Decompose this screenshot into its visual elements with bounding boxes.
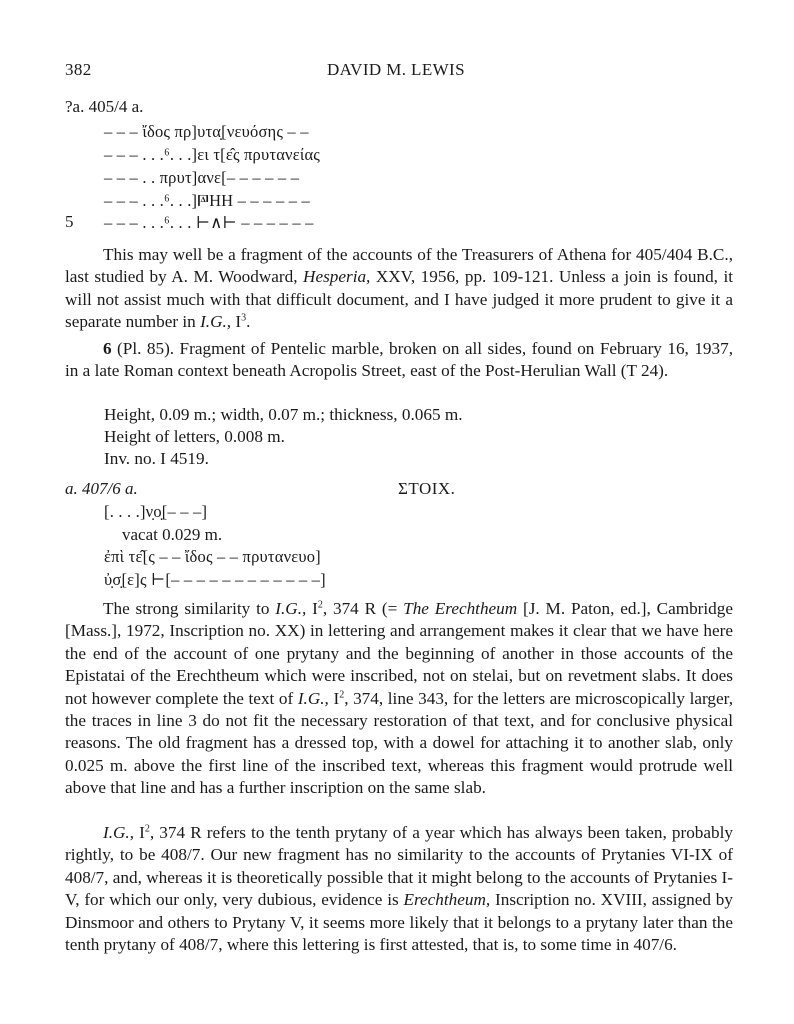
text-run: The strong similarity to bbox=[103, 599, 276, 618]
epigraphic-line-2: – – – . . .⁶. . .]ει τ[ε̂ς πρυτανείας bbox=[104, 145, 321, 164]
page-number: 382 bbox=[65, 60, 92, 79]
section-a-label: ?a. 405/4 a. bbox=[65, 97, 144, 116]
section-b-label bbox=[65, 478, 138, 500]
text-run: I bbox=[328, 688, 340, 708]
running-title: DAVID M. LEWIS bbox=[327, 60, 465, 79]
text-run: Erechtheum, bbox=[403, 890, 491, 910]
text-run: I.G., bbox=[200, 312, 232, 332]
text-run: I.G., bbox=[103, 823, 135, 842]
epigraphic-line-5: – – – . . .⁶. . . ⊢∧⊢ – – – – – – bbox=[104, 213, 314, 232]
superscript: 3 bbox=[241, 312, 247, 324]
text-run: . bbox=[246, 312, 251, 332]
paragraph-similarity bbox=[65, 598, 733, 800]
item-number: 6 bbox=[103, 339, 112, 358]
text-run: , 374 R refers to the tenth prytany of a year which has always been taken, probably rightly, to be 408/7. Our new fragment has no similarity to the accounts of Prytanies VI-IX of 408/7, and, whereas it is theoretically possible that it might belong to the accounts of Prytanies I-V, for which our only, very dubious, evidence is bbox=[65, 823, 733, 910]
text-run: Inscription no. XVIII, assigned by Dinsmoor and others to Prytany V, it seems more likely that it belongs to a prytany later than the tenth prytany of 408/7, where this lettering is first attested, that is, to some time in 407/6. bbox=[65, 890, 733, 955]
text-run: [J. M. Paton, ed.], Cambridge [Mass.], 1972, Inscription no. XX) in lettering and arrangement makes it clear that we have here the end of the account of one prytany and the beginning of another in those accounts of the Epistatai of the Erechtheum which were inscribed, not on stelai, but on revetment slabs. It does not however complete the text of bbox=[65, 599, 733, 708]
text-run: B.C. bbox=[697, 245, 729, 264]
text-run: XXV, 1956, pp. 109-121. Unless a join is found, it will not assist much with that difficult document, and I have judged it more prudent to give it a separate number in bbox=[65, 267, 734, 332]
superscript: 2 bbox=[317, 599, 323, 611]
text-run: , last studied by A. M. Woodward, bbox=[65, 245, 733, 287]
text-run: This may well be a fragment of the accounts of the Treasurers of Athena for 405/404 bbox=[103, 245, 698, 264]
line-number-5: 5 bbox=[65, 212, 74, 231]
epigraphic-line-4: ὐ̣σ̣[ε]ς ⊢[– – – – – – – – – – – –] bbox=[104, 570, 326, 589]
epigraphic-line-1: – – – ἴδος πρ]υτα̣[νευόσης – – bbox=[104, 122, 309, 141]
text-run: The Erechtheum bbox=[403, 599, 518, 618]
paragraph-treasurers bbox=[65, 244, 733, 334]
text-run: , 374 R (= bbox=[322, 599, 404, 618]
letter-height: Height of letters, 0.008 m. bbox=[104, 427, 285, 446]
epigraphic-line-4: – – – . . .⁶. . .]𐅄HH – – – – – – bbox=[104, 191, 310, 210]
epigraphic-line-3: ἐπὶ τε̂[ς – – ἴδος – – πρυτανευο] bbox=[104, 547, 321, 566]
epigraphic-line-1: [. . . .]ν̣ο̣[– – –] bbox=[104, 502, 208, 521]
vacat-line: vacat 0.029 m. bbox=[122, 525, 223, 544]
text-run: , 374, line 343, for the letters are microscopically larger, the traces in line 3 do not fit the necessary restoration of that text, and for conclusive physical reasons. The old fragment has a dressed top, with a dowel for attaching it to another slab, only 0.025 m. above the first line of the inscribed text, whereas this fragment would protrude well above that line and has a further inscription on the same slab. bbox=[65, 688, 733, 798]
text-run: a. 407/6 a. bbox=[65, 479, 138, 498]
text-run: Hesperia, bbox=[303, 267, 371, 287]
item-6-description bbox=[65, 338, 733, 383]
superscript: 2 bbox=[339, 688, 345, 700]
superscript: 2 bbox=[144, 823, 150, 835]
text-run: (Pl. 85). Fragment of Pentelic marble, broken on all sides, found on February 16, 1937, in a late Roman context beneath Acropolis Street, east of the Post-Herulian Wall (T 24). bbox=[65, 339, 733, 381]
dimensions: Height, 0.09 m.; width, 0.07 m.; thickness, 0.065 m. bbox=[104, 405, 463, 424]
text-run: I.G., bbox=[275, 599, 307, 618]
text-run: I.G., bbox=[297, 688, 329, 708]
stoich-label: ΣΤΟΙΧ. bbox=[398, 479, 456, 498]
text-run: I bbox=[306, 599, 318, 618]
epigraphic-line-3: – – – . . πρυτ]ανε[– – – – – – bbox=[104, 168, 300, 187]
text-run: I bbox=[134, 823, 145, 842]
text-run: I bbox=[231, 312, 242, 332]
inventory-number: Inv. no. I 4519. bbox=[104, 449, 209, 468]
paragraph-prytany bbox=[65, 822, 733, 956]
